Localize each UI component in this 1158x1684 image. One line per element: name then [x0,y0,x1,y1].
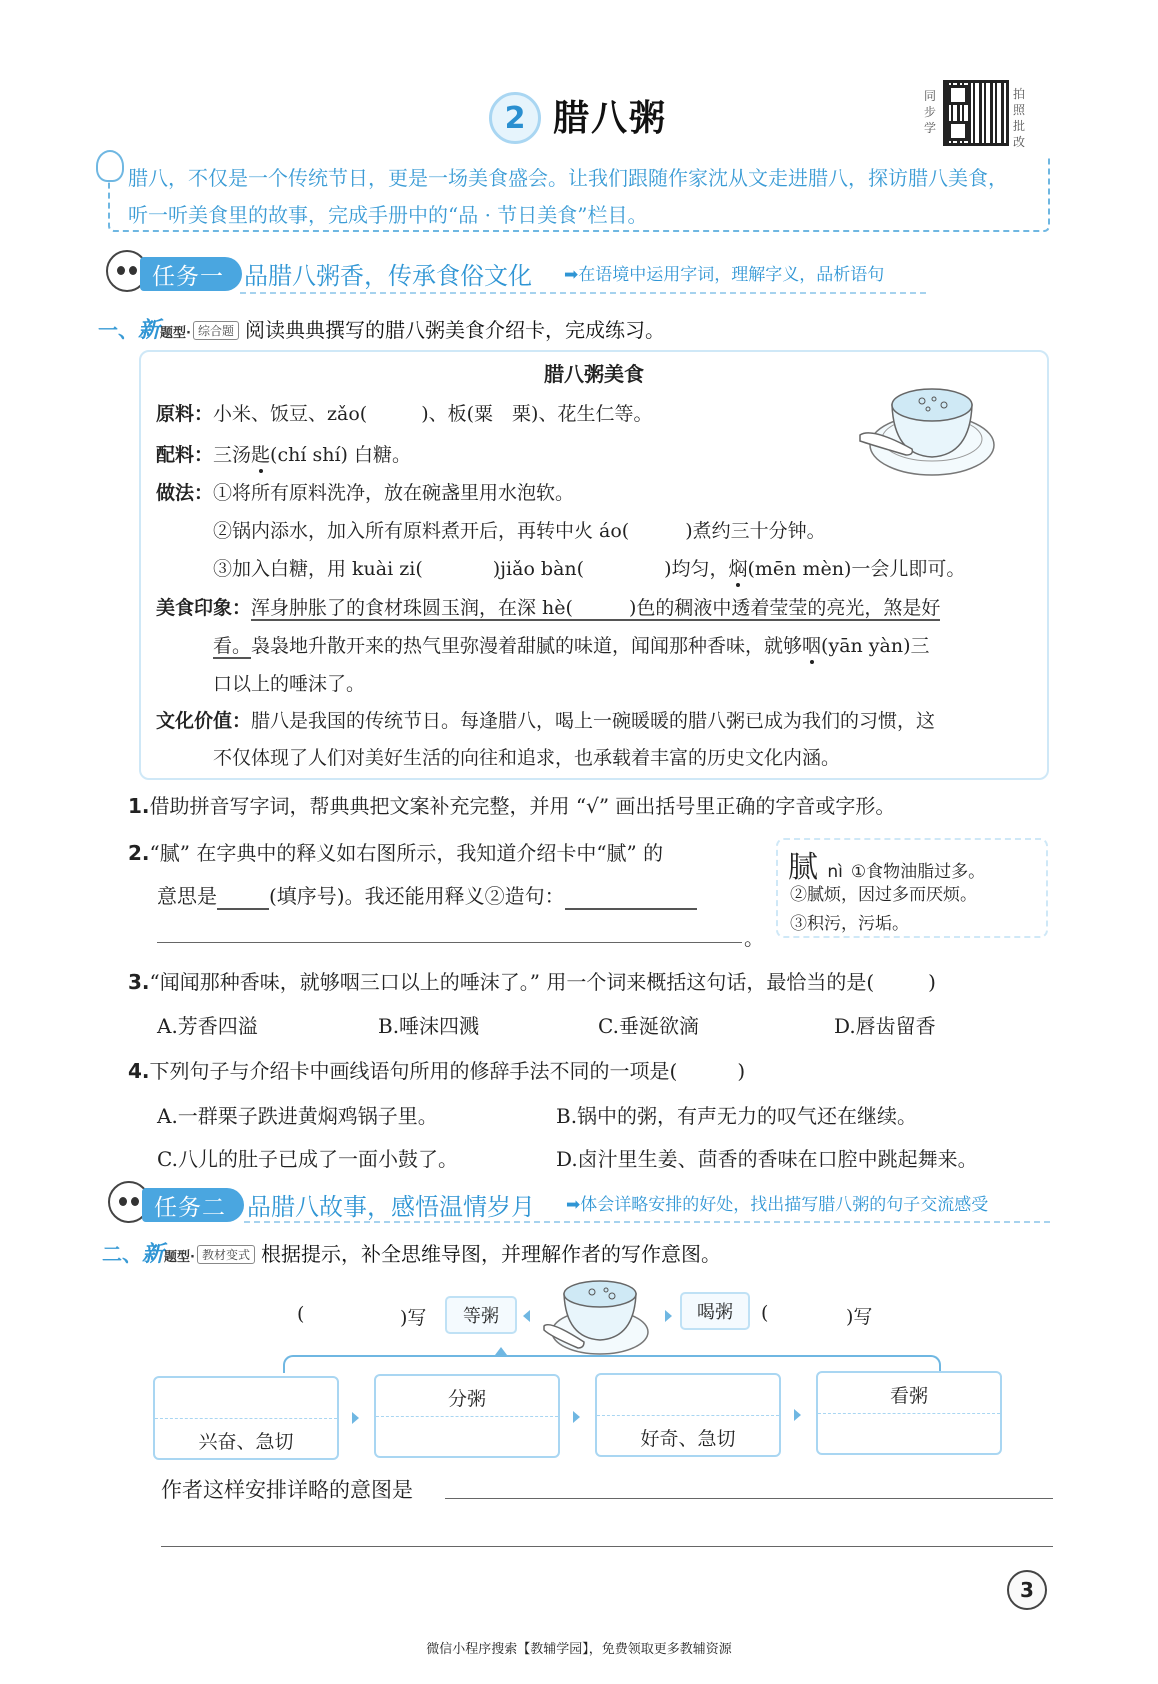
card-2-event: 分粥 [447,1388,486,1410]
impression-text-d: 袅袅地升散开来的热气里弥漫着甜腻的味道，闻闻那种香味，就够 [251,635,803,657]
q4-option-b[interactable]: B.锅中的粥，有声无力的叹气还在继续。 [556,1104,918,1128]
seasoning-label: 配料： [156,444,214,466]
mindmap-card-1[interactable] [153,1376,339,1460]
question-4 [128,1055,745,1084]
dictionary-def-2: ②腻烦，因过多而厌烦。 [790,885,977,905]
card-3-feeling: 好奇、急切 [640,1428,736,1450]
question-type-tag: 综合题 [193,321,239,340]
question-3-close: ) [928,970,936,994]
card-4-event: 看粥 [889,1385,928,1407]
q3-option-c[interactable]: C.垂涎欲滴 [598,1014,699,1038]
ingredients-text-a: 小米、饭豆、zǎo( [213,403,368,425]
culture-label: 文化价值： [156,710,252,732]
section1-header [98,313,665,344]
section2-instruction: 根据提示，补全思维导图，并理解作者的写作意图。 [260,1242,721,1266]
right-paren-close: )写 [846,1306,873,1328]
intro-line-2: 听一听美食里的故事，完成手册中的“品 · 节日美食”栏目。 [128,203,648,227]
impression-text-e: (yān yàn)三 [821,635,930,657]
q4-option-a[interactable]: A.一群栗子跌进黄焖鸡锅子里。 [157,1104,438,1128]
impression-text-b: )色的稠液中透着莹莹的亮光，煞是好 [628,597,941,619]
sentence-blank-2[interactable] [157,942,742,943]
impression-text-c: 看。 [213,635,252,657]
q3-option-b[interactable]: B.唾沫四溅 [378,1014,480,1038]
node-eating-porridge: 喝粥 [680,1292,750,1330]
right-paren-open: ( [761,1302,769,1324]
seasoning-text-a: 三汤 [213,444,252,466]
lesson-number-badge: 2 [489,92,541,144]
dotted-char-yan: 咽 [802,635,822,657]
task1-divider [240,292,926,294]
question-4-close: ) [737,1059,746,1083]
seasoning-text-b: (chí shí) 白糖。 [270,444,411,466]
question-1 [128,790,895,819]
arrow-right-icon [794,1409,801,1421]
dictionary-char: 腻 [788,850,818,885]
question-2-text-b2: (填序号)。我还能用释义②造句： [269,884,565,908]
section1-instruction: 阅读典典撰写的腊八粥美食介绍卡，完成练习。 [244,318,665,342]
qr-code-icon[interactable] [943,80,1009,146]
method-step-3-b: )jiǎo bàn( [492,558,585,580]
question-3 [128,966,936,995]
page-title: 腊八粥 [553,97,668,139]
bracket-pointer-icon [495,1347,507,1355]
intro-text [128,160,1048,234]
recipe-card-title: 腊八粥美食 [544,362,644,386]
left-paren-open: ( [297,1303,305,1325]
section1-number: 一、 [98,318,138,342]
arrow-left-icon [523,1310,530,1322]
impression-line-2 [213,634,930,658]
question-4-text: 下列句子与介绍卡中画线语句所用的修辞手法不同的一项是( [149,1059,678,1083]
impression-line-1 [156,596,940,620]
method-line-3 [213,557,965,581]
qr-right-label: 拍照批改 [1013,87,1026,149]
method-step-1: ①将所有原料洗净，放在碗盏里用水泡软。 [213,482,575,504]
question-2-number: 2. [128,841,150,865]
method-step-3-c: )均匀， [664,558,729,580]
meaning-number-blank[interactable] [217,884,269,910]
porridge-bowl-icon [540,1270,660,1360]
impression-line-3: 口以上的唾沫了。 [213,673,366,695]
question-2-line-1 [128,837,663,866]
question-2-line-2 [157,880,697,910]
question-1-text: 借助拼音写字词，帮典典把文案补充完整，并用 “√” 画出括号里正确的字音或字形。 [149,794,896,818]
new-mark: 新 [138,318,161,343]
dictionary-pinyin: nì [827,862,843,882]
section2-number: 二、 [102,1242,142,1266]
q4-option-c[interactable]: C.八儿的肚子已成了一面小鼓了。 [157,1147,458,1171]
page-number: 3 [1007,1570,1047,1610]
culture-text-a: 腊八是我国的传统节日。每逢腊八，喝上一碗暖暖的腊八粥已成为我们的习惯，这 [251,710,936,732]
method-line-2 [213,519,826,543]
method-label: 做法： [156,482,214,504]
question-3-text: “闻闻那种香味，就够咽三口以上的唾沫了。” 用一个词来概括这句话，最恰当的是( [149,970,875,994]
arrow-right-icon [352,1412,359,1424]
intent-answer-line-1[interactable] [445,1498,1053,1499]
task2-badge: 任务二 [142,1188,244,1222]
footer-text: 微信小程序搜索【教辅学园】，免费领取更多教辅资源 [426,1642,732,1657]
card-1-feeling: 兴奋、急切 [198,1431,294,1453]
left-paren-close: )写 [400,1307,427,1329]
question-type-label: 题型· [164,1250,195,1265]
dictionary-def-1: ①食物油脂过多。 [850,862,986,882]
bell-icon [96,150,124,182]
intro-line-1: 腊八，不仅是一个传统节日，更是一场美食盛会。让我们跟随作家沈从文走进腊八，探访腊八美食， [128,166,1008,190]
culture-line-2: 不仅体现了人们对美好生活的向往和追求，也承载着丰富的历史文化内涵。 [213,747,841,769]
ingredients-label: 原料： [156,403,214,425]
method-step-2-a: ②锅内添水，加入所有原料煮开后，再转中火 áo( [213,520,630,542]
culture-line-1 [156,709,935,733]
question-2-end: 。 [744,926,764,950]
q4-option-d[interactable]: D.卤汁里生姜、茴香的香味在口腔中跳起舞来。 [556,1147,978,1171]
node-waiting-porridge: 等粥 [445,1296,517,1334]
question-4-number: 4. [128,1059,150,1083]
qr-left-label: 同步学 [924,89,937,135]
mindmap-card-2[interactable] [374,1374,560,1458]
method-step-3-a: ③加入白糖，用 kuài zi( [213,558,423,580]
ingredients-text-b: )、板(粟 栗)、花生仁等。 [421,403,653,425]
q3-option-a[interactable]: A.芳香四溢 [157,1014,258,1038]
new-mark: 新 [142,1242,165,1267]
task2-divider [244,1221,1050,1223]
dotted-char-chi: 匙 [251,444,271,466]
task2-title: 品腊八故事，感悟温情岁月 [247,1193,535,1221]
method-step-2-b: )煮约三十分钟。 [685,520,826,542]
question-type-label: 题型· [160,326,191,341]
porridge-bowl-icon [852,365,1002,485]
seasoning-line [156,443,411,467]
mindmap-card-3[interactable] [595,1373,781,1457]
method-line-1 [156,481,574,505]
dictionary-def-3: ③积污，污垢。 [790,914,909,934]
question-2-text-a: “腻” 在字典中的释义如右图所示，我知道介绍卡中“腻” 的 [149,841,664,865]
impression-text-a: 浑身肿胀了的食材珠圆玉润，在深 hè( [251,597,573,619]
task1-subtitle: ➡在语境中运用字词，理解字义，品析语句 [564,265,885,285]
ingredients-line [156,402,652,426]
intent-label: 作者这样安排详略的意图是 [161,1478,413,1502]
question-type-tag: 教材变式 [197,1245,255,1264]
mindmap-card-4[interactable] [816,1371,1002,1455]
question-1-number: 1. [128,794,150,818]
impression-label: 美食印象： [156,597,252,619]
section2-header [102,1237,721,1268]
question-2-text-b1: 意思是 [157,884,217,908]
dotted-char-men: 焖 [728,558,748,580]
left-detail-blank[interactable] [320,1298,400,1328]
arrow-right-icon [573,1411,580,1423]
arrow-right-icon [665,1310,672,1322]
q3-option-d[interactable]: D.唇齿留香 [834,1014,936,1038]
intent-answer-line-2[interactable] [161,1546,1053,1547]
task2-subtitle: ➡体会详略安排的好处，找出描写腊八粥的句子交流感受 [566,1195,989,1215]
question-3-number: 3. [128,970,150,994]
task1-title: 品腊八粥香，传承食俗文化 [244,262,532,290]
method-step-3-d: (mēn mèn)一会儿即可。 [747,558,966,580]
sentence-blank-1[interactable] [565,884,697,910]
task1-badge: 任务一 [140,257,242,291]
